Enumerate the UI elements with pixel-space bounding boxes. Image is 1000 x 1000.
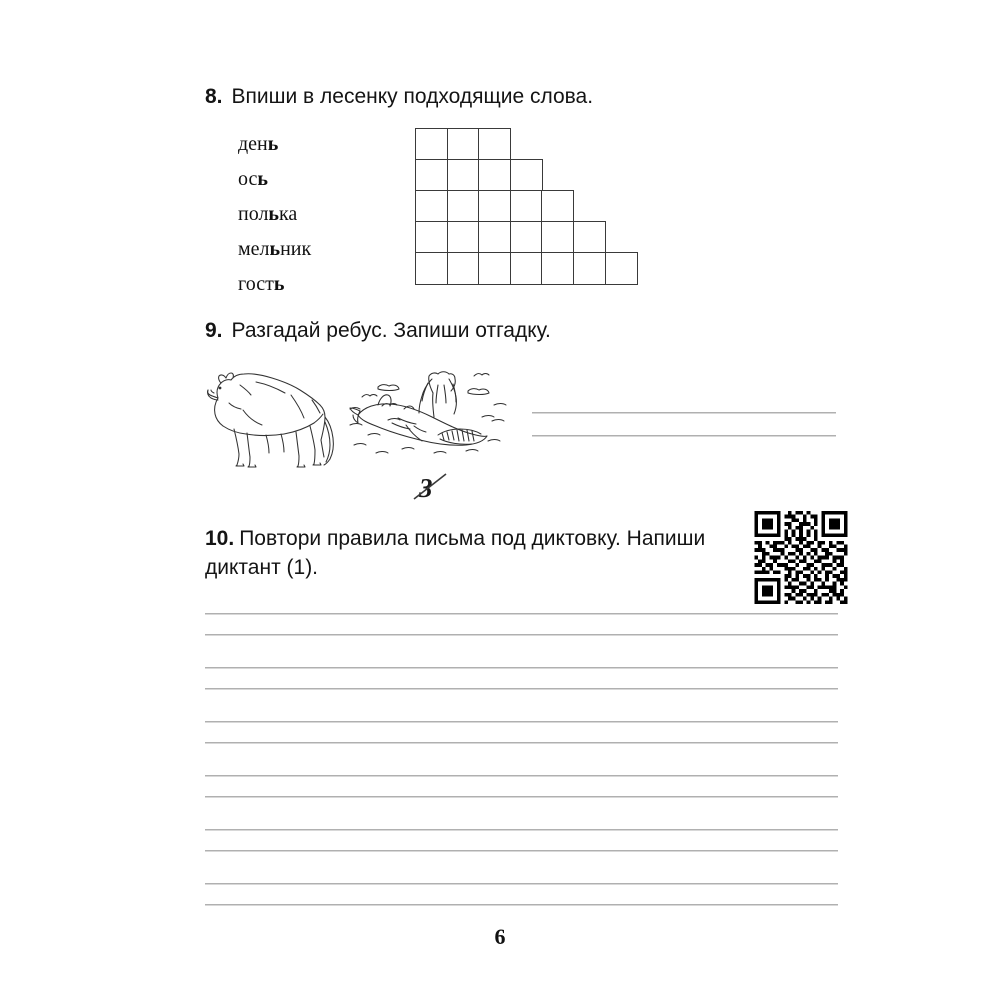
dictation-rule-line[interactable] (205, 721, 838, 723)
ladder-cell[interactable] (478, 128, 511, 161)
digit-three-glyph: 3 (419, 473, 433, 503)
ladder-cell[interactable] (415, 221, 448, 254)
word-suffix: ник (280, 238, 312, 260)
word-item (238, 162, 311, 197)
ladder-cell[interactable] (541, 190, 574, 223)
soft-sign: ь (268, 203, 279, 225)
ladder-cell[interactable] (415, 128, 448, 161)
crossed-out-three-icon (408, 470, 454, 504)
answer-rule-line[interactable] (532, 435, 836, 437)
ladder-cell[interactable] (478, 190, 511, 223)
ladder-row (415, 221, 636, 252)
ladder-cell[interactable] (510, 252, 543, 285)
answer-rule-line[interactable] (532, 412, 836, 414)
dictation-rule-line[interactable] (205, 829, 838, 831)
ladder-cell[interactable] (573, 252, 606, 285)
soft-sign: ь (273, 273, 285, 295)
exercise-8-text: Впиши в лесенку подходящие слова. (231, 85, 594, 108)
exercise-9-text: Разгадай ребус. Запиши отгадку. (231, 319, 551, 342)
ladder-cell[interactable] (415, 159, 448, 192)
ladder-row (415, 128, 636, 159)
word-item (238, 232, 311, 267)
ladder-cell[interactable] (605, 252, 638, 285)
exercise-8-number: 8. (205, 85, 223, 108)
ladder-cell[interactable] (447, 221, 480, 254)
dictation-rule-line[interactable] (205, 667, 838, 669)
ladder-cell[interactable] (573, 221, 606, 254)
ladder-cell[interactable] (478, 159, 511, 192)
word-prefix: гост (238, 273, 274, 295)
ladder-row (415, 252, 636, 283)
exercise-8-heading (205, 82, 593, 111)
exercise-9-number: 9. (205, 319, 223, 342)
exercise-10-heading (205, 524, 765, 582)
ladder-cell[interactable] (510, 159, 543, 192)
qr-code[interactable] (754, 511, 848, 604)
word-ladder-list (238, 127, 311, 302)
ladder-row (415, 190, 636, 221)
ladder-cell[interactable] (541, 252, 574, 285)
dictation-rule-line[interactable] (205, 634, 838, 636)
horse-drawing-icon (196, 362, 348, 474)
exercise-10-text: Повтори правила письма под диктовку. Напиши диктант (1). (205, 527, 706, 579)
dictation-rule-line[interactable] (205, 796, 838, 798)
ladder-cell[interactable] (447, 159, 480, 192)
dictation-rule-line[interactable] (205, 883, 838, 885)
word-prefix: мел (238, 238, 270, 260)
word-item (238, 127, 311, 162)
ladder-cell[interactable] (447, 252, 480, 285)
soft-sign: ь (269, 238, 281, 260)
ladder-cell[interactable] (415, 190, 448, 223)
word-item (238, 197, 311, 232)
page-number: 6 (494, 924, 506, 949)
dictation-rule-line[interactable] (205, 613, 838, 615)
whale-drawing-icon (348, 363, 508, 475)
dictation-rule-line[interactable] (205, 742, 838, 744)
ladder-cell[interactable] (415, 252, 448, 285)
ladder-cell[interactable] (447, 190, 480, 223)
ladder-cell[interactable] (510, 221, 543, 254)
exercise-10-number: 10. (205, 527, 235, 550)
ladder-cell[interactable] (541, 221, 574, 254)
soft-sign: ь (257, 168, 268, 190)
word-prefix: ден (238, 133, 268, 155)
word-prefix: пол (238, 203, 269, 225)
ladder-row (415, 159, 636, 190)
word-prefix: ос (238, 168, 258, 190)
word-item (238, 267, 311, 302)
ladder-cell[interactable] (510, 190, 543, 223)
dictation-rule-line[interactable] (205, 688, 838, 690)
ladder-cell[interactable] (478, 221, 511, 254)
ladder-cell[interactable] (478, 252, 511, 285)
exercise-9-heading (205, 316, 551, 345)
dictation-rule-line[interactable] (205, 850, 838, 852)
word-ladder-grid[interactable] (415, 128, 636, 284)
dictation-rule-line[interactable] (205, 775, 838, 777)
dictation-rule-line[interactable] (205, 904, 838, 906)
ladder-cell[interactable] (447, 128, 480, 161)
soft-sign: ь (267, 133, 279, 155)
word-suffix: ка (279, 203, 298, 225)
